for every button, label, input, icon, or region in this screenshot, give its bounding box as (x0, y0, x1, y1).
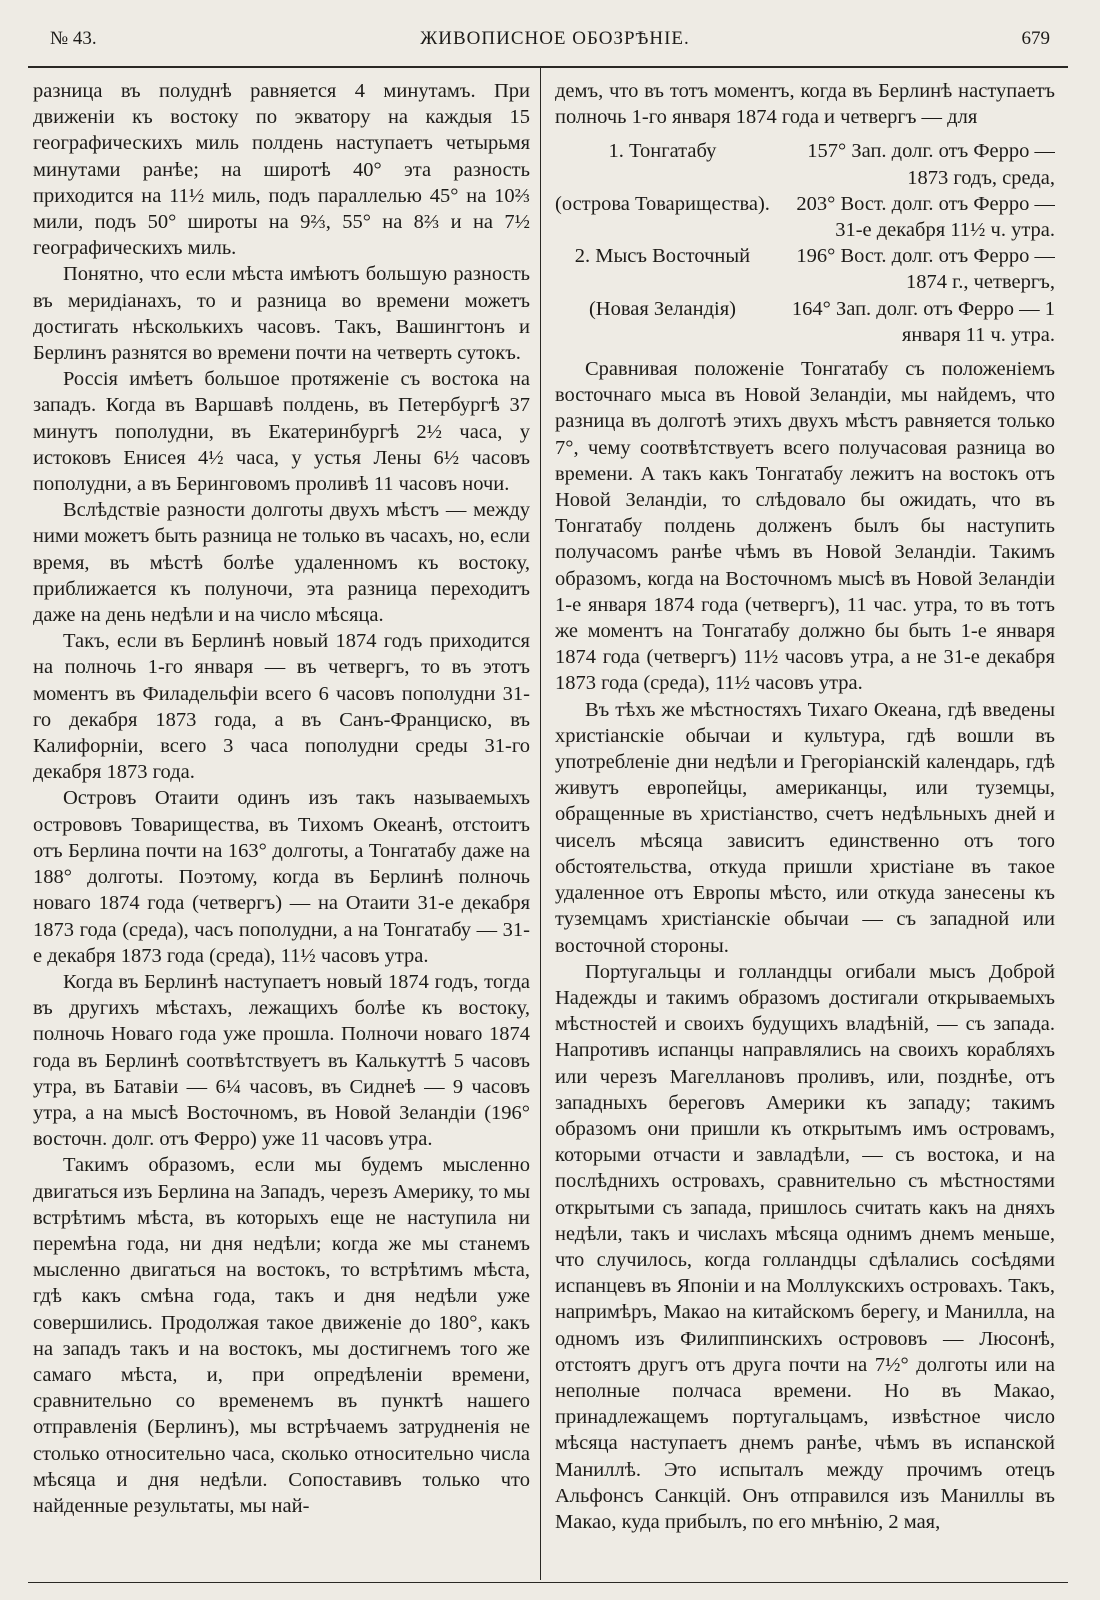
column-divider (540, 68, 541, 1580)
table-row (555, 191, 1055, 243)
right-column (555, 78, 1055, 1538)
paragraph: разница въ полуднѣ равняется 4 минутамъ. При движеніи къ востоку по экватору на каждыя 15 географическихъ миль полдень наступаетъ четырьмя минутами ранѣе; на широтѣ 40° эта разность приходится на 11½ миль, подъ параллелью 45° на 10⅔ мили, подъ 50° широты на 9⅔, 55° на 8⅔ и на 7½ географическихъ миль. (33, 80, 530, 260)
table-row (555, 138, 1055, 190)
paragraph: Такъ, если въ Берлинѣ новый 1874 годъ приходится на полночь 1-го января — въ четвергъ, то въ этотъ моментъ въ Филадельфіи всего 6 часовъ пополудни 31-го декабря 1873 года, а въ Санъ-Франциско, въ Калифорніи, всего 3 часа пополудни среды 31-го декабря 1873 года. (33, 630, 530, 784)
place-value: 157° Зап. долг. отъ Ферро — 1873 годъ, среда, (807, 140, 1055, 189)
place-label: 1. Тонгатабу (608, 140, 717, 163)
running-header (50, 28, 1060, 58)
left-column (33, 78, 530, 1538)
paragraph: Такимъ образомъ, если мы будемъ мысленно двигаться изъ Берлина на Западъ, черезъ Америку, то мы встрѣтимъ мѣста, въ которыхъ еще не наступила ни перемѣна года, ни дня недѣли; когда же мы станемъ мысленно двигаться на востокъ, то встрѣтимъ мѣста, гдѣ какъ смѣна года, такъ и дня недѣли уже совершились. Продолжая такое движеніе до 180°, какъ на западъ такъ и на востокъ, мы достигнемъ того же самаго мѣста, и, при опредѣленіи времени, сравнительно со временемъ въ пунктѣ нашего отправленія (Берлинъ), мы встрѣчаемъ затрудненія не столько относительно часа, сколько относительно числа мѣсяца и дня недѣли. Сопоставивъ только что найденные результаты, мы най- (33, 1154, 530, 1517)
page-number: 679 (1021, 28, 1050, 49)
paragraph: Вслѣдствіе разности долготы двухъ мѣстъ — между ними можетъ быть разница не только въ часахъ, но, если время, въ мѣстѣ болѣе удаленномъ къ востоку, приближается къ полуночи, эта разница переходитъ даже на день недѣли и на число мѣсяца. (33, 499, 530, 627)
issue-number: № 43. (50, 28, 97, 49)
place-label: (острова Товарищества). (555, 192, 770, 215)
paragraph: Когда въ Берлинѣ наступаетъ новый 1874 годъ, тогда въ другихъ мѣстахъ, лежащихъ болѣе къ востоку, полночь Новаго года уже прошла. Полночи новаго 1874 года въ Берлинѣ соотвѣтствуетъ въ Калькуттѣ 5 часовъ утра, въ Батавіи — 6¼ часовъ, въ Сиднеѣ — 9 часовъ утра, а на мысѣ Восточномъ, въ Новой Зеландіи (196° восточн. долг. отъ Ферро) уже 11 часовъ утра. (33, 970, 530, 1151)
place-label: 2. Мысъ Восточный (574, 245, 751, 268)
place-value: 196° Вост. долг. отъ Ферро — 1874 г., четвергъ, (796, 245, 1055, 294)
paragraph: Сравнивая положеніе Тонгатабу съ положеніемъ восточнаго мыса въ Новой Зеландіи, мы найдемъ, что разница въ долготѣ этихъ двухъ мѣстъ равняется только 7°, чему соотвѣтствуетъ всего получасовая разница во времени. А такъ какъ Тонгатабу лежитъ на востокъ отъ Новой Зеландіи, то слѣдовало бы ожидать, что въ Тонгатабу полдень долженъ былъ бы наступить получасомъ ранѣе чѣмъ въ Новой Зеландіи. Такимъ образомъ, когда на Восточномъ мысѣ въ Новой Зеландіи 1-е января 1874 года (четвергъ), 11 час. утра, то въ тотъ же моментъ на Тонгатабу должно бы быть 1-е января 1874 года (четвергъ) 11½ часовъ утра, а не 31-е декабря 1873 года (среда), 11½ часовъ утра. (555, 358, 1055, 695)
place-value: 203° Вост. долг. отъ Ферро — 31-е декабря 11½ ч. утра. (796, 192, 1055, 242)
paragraph: Португальцы и голландцы огибали мысъ Доброй Надежды и такимъ образомъ достигали открываемыхъ мѣстностей и своихъ будущихъ владѣній, — съ запада. Напротивъ испанцы направлялись на своихъ корабляхъ или черезъ Магеллановъ проливъ, или, позднѣе, отъ западныхъ береговъ Америки къ западу; такимъ образомъ они пришли къ открытымъ имъ островамъ, которыми отчасти и завладѣли, — съ востока, и на послѣднихъ островахъ, сравнительно съ мѣстностями открытыми съ запада, пришлось считать какъ на дняхъ недѣли, такъ и числахъ мѣсяца однимъ днемъ меньше, что случилось, когда голландцы сдѣлались сосѣдями испанцевъ въ Японіи и на Моллукскихъ островахъ. Такъ, напримѣръ, Макао на китайскомъ берегу, и Манилла, на одномъ изъ Филиппинскихъ острововъ — Люсонѣ, отстоятъ другъ отъ друга почти на 7½° долготы или на неполные полчаса времени. Но въ Макао, принадлежащемъ португальцамъ, извѣстное число мѣсяца наступаетъ днемъ ранѣе, чѣмъ въ испанской Маниллѣ. Это испыталъ между прочимъ отецъ Альфонсъ Санкцій. Онъ отправился изъ Маниллы въ Макао, куда прибылъ, по его мнѣнію, 2 мая, (555, 960, 1055, 1533)
footer-rule (28, 1582, 1068, 1583)
place-value: 164° Зап. долг. отъ Ферро — 1 января 11 ч. утра. (791, 297, 1055, 346)
place-label: (Новая Зеландія) (588, 297, 736, 320)
table-row (555, 243, 1055, 295)
paragraph: Въ тѣхъ же мѣстностяхъ Тихаго Океана, гдѣ введены христіанскіе обычаи и культура, гдѣ вошли въ употребленіе дни недѣли и Грегоріанскій календарь, гдѣ живутъ европейцы, американцы, или туземцы, обращенные въ христіанство, счетъ недѣльныхъ дней и чиселъ мѣсяца зависитъ единственно отъ того обстоятельства, откуда пришли христіане въ такое удаленное отъ Европы мѣсто, или откуда занесены къ туземцамъ христіанскіе обычаи — съ западной или восточной стороны. (555, 698, 1055, 957)
header-rule (28, 66, 1068, 68)
paragraph: Понятно, что если мѣста имѣютъ большую разность въ меридіанахъ, то и разница во времени можетъ достигать нѣсколькихъ часовъ. Такъ, Вашингтонъ и Берлинъ разнятся во времени почти на четверть сутокъ. (33, 263, 530, 365)
journal-title: ЖИВОПИСНОЕ ОБОЗРѢНІЕ. (420, 28, 690, 49)
paragraph: демъ, что въ тотъ моментъ, когда въ Берлинѣ наступаетъ полночь 1-го января 1874 года и четвергъ — для (555, 80, 1055, 129)
longitude-table (555, 138, 1055, 348)
paragraph: Островъ Отаити одинъ изъ такъ называемыхъ острововъ Товарищества, въ Тихомъ Океанѣ, отстоитъ отъ Берлина почти на 163° долготы, а Тонгатабу даже на 188° долготы. Поэтому, когда въ Берлинѣ полночь новаго 1874 года (четвергъ) — на Отаити 31-е декабря 1873 года (среда), часъ пополудни, а на Тонгатабу — 31-е декабря 1873 года (среда), 11½ часовъ утра. (33, 787, 530, 967)
table-row (555, 296, 1055, 348)
paragraph: Россія имѣетъ большое протяженіе съ востока на западъ. Когда въ Варшавѣ полдень, въ Петербургѣ 37 минутъ пополудни, въ Екатеринбургѣ 2½ часа, у истоковъ Енисея 4½ часа, у устья Лены 6½ часовъ пополудни, а въ Беринговомъ проливѣ 11 часовъ ночи. (33, 368, 530, 496)
